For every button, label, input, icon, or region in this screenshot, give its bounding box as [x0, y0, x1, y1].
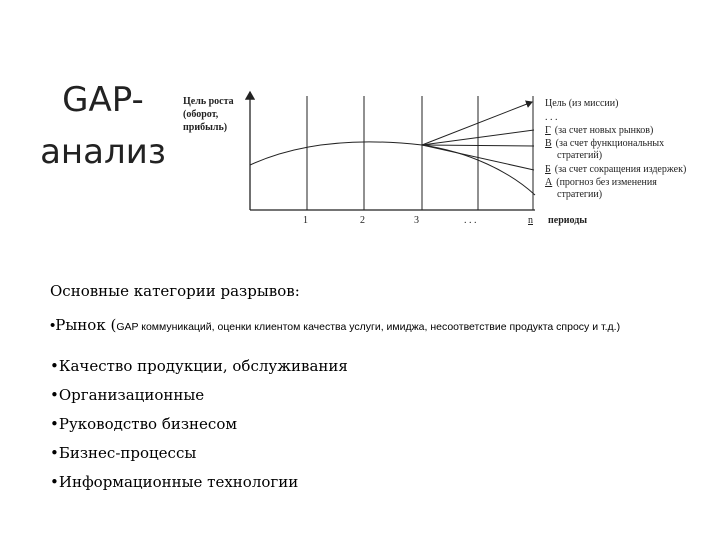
legend-a: А (прогноз без изменения: [545, 177, 657, 188]
legend-dots: . . .: [545, 112, 558, 123]
category-item-market: [50, 316, 690, 336]
category-label: Руководство бизнесом: [58, 415, 238, 433]
category-market-detail: GAP коммуникаций, оценки клиентом качества услуги, имиджа, несоответствие продукта спросу и т.д.): [116, 321, 621, 333]
legend-v-cont: стратегий): [557, 150, 603, 161]
y-axis-label-line1: Цель роста: [183, 96, 234, 107]
slide-title-line2: анализ: [40, 132, 166, 172]
category-item: [50, 473, 298, 491]
tick-n: n: [528, 215, 533, 226]
y-axis-label-line2: (оборот,: [183, 109, 219, 120]
category-label: Информационные технологии: [58, 473, 299, 491]
line-v: [422, 145, 534, 146]
categories-heading: Основные категории разрывов:: [50, 282, 300, 300]
category-item: [50, 415, 237, 433]
slide-title-line1: GAP-: [62, 80, 144, 120]
bullet-symbol: •: [50, 317, 56, 334]
forecast-curve: [250, 142, 535, 195]
legend-g: Г (за счет новых рынков): [545, 125, 654, 136]
bullet-symbol: •: [50, 386, 59, 404]
category-market-label: Рынок (: [55, 316, 117, 334]
category-item: [50, 444, 196, 462]
category-label: Бизнес-процессы: [58, 444, 197, 462]
category-item: [50, 386, 204, 404]
gap-diagram: [0, 0, 720, 250]
category-item: [50, 357, 348, 375]
tick-3: 3: [414, 215, 419, 226]
tick-dots: . . .: [464, 215, 477, 226]
tick-1: 1: [303, 215, 308, 226]
goal-line: [422, 102, 532, 145]
bullet-symbol: •: [50, 415, 59, 433]
legend-goal: Цель (из миссии): [545, 98, 619, 109]
legend-v: В (за счет функциональных: [545, 138, 665, 149]
x-axis-label: периоды: [548, 215, 588, 226]
y-axis-label-line3: прибыль): [183, 122, 228, 133]
bullet-symbol: •: [50, 473, 59, 491]
bullet-symbol: •: [50, 444, 59, 462]
category-label: Организационные: [58, 386, 205, 404]
legend-a-cont: стратегии): [557, 189, 603, 200]
category-label: Качество продукции, обслуживания: [58, 357, 348, 375]
bullet-symbol: •: [50, 357, 59, 375]
legend-b: Б (за счет сокращения издержек): [545, 164, 687, 175]
tick-2: 2: [360, 215, 365, 226]
